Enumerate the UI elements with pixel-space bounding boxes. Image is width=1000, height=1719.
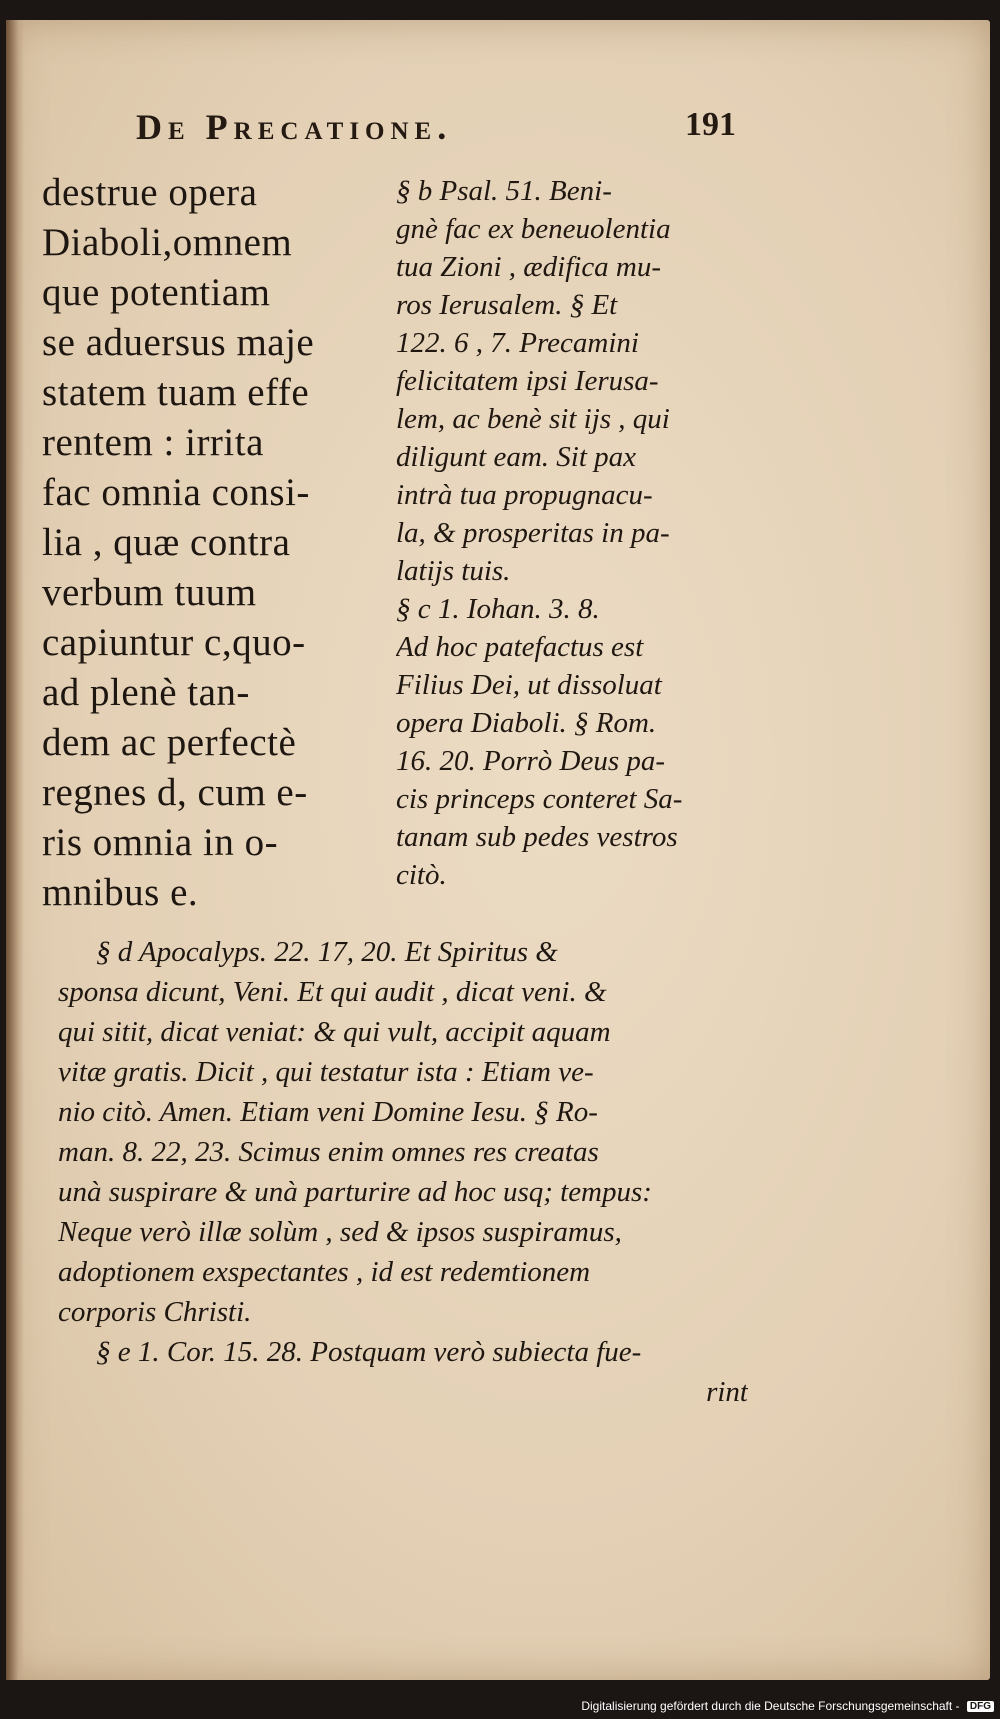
- footnote-line: unà suspirare & unà parturire ad hoc usq; tempus:: [58, 1176, 652, 1208]
- margin-note-line: tua Zioni , ædifica mu-: [396, 251, 662, 283]
- footnote-line: adoptionem exspectantes , id est redemtionem: [58, 1256, 591, 1288]
- main-text-line: se aduersus maje: [42, 321, 315, 364]
- main-text-line: lia , quæ contra: [42, 521, 291, 564]
- main-text-line: fac omnia consi-: [42, 471, 310, 514]
- margin-note-line: 122. 6 , 7. Precamini: [396, 327, 639, 359]
- margin-note-line: Ad hoc patefactus est: [396, 631, 644, 663]
- margin-note-line: citò.: [396, 859, 447, 891]
- main-text-line: destrue opera: [42, 171, 258, 214]
- main-text-line: verbum tuum: [42, 571, 257, 614]
- margin-note-line: cis princeps conteret Sa-: [396, 783, 683, 815]
- attribution-text: Digitalisierung gefördert durch die Deutsche Forschungsgemeinschaft -: [581, 1699, 960, 1713]
- marginal-notes-column: [396, 172, 741, 894]
- footnote-line: qui sitit, dicat veniat: & qui vult, accipit aquam: [58, 1016, 611, 1048]
- footnote-line: § d Apocalyps. 22. 17, 20. Et Spiritus &: [96, 936, 558, 968]
- footnote-line: vitæ gratis. Dicit , qui testatur ista : Etiam ve-: [58, 1056, 594, 1088]
- main-text-line: mnibus e.: [42, 871, 199, 914]
- margin-note-line: gnè fac ex beneuolentia: [396, 213, 671, 245]
- main-text-line: regnes d, cum e-: [42, 771, 308, 814]
- main-text-line: que potentiam: [42, 271, 271, 314]
- running-title: De Precatione.: [136, 107, 453, 147]
- margin-note-line: latijs tuis.: [396, 555, 511, 587]
- main-text-line: capiuntur c,quo-: [42, 621, 306, 664]
- footnote-line: sponsa dicunt, Veni. Et qui audit , dicat veni. &: [58, 976, 607, 1008]
- footnote-line: § e 1. Cor. 15. 28. Postquam verò subiecta fue-: [96, 1336, 642, 1368]
- footnote-line: corporis Christi.: [58, 1296, 252, 1328]
- margin-note-line: Filius Dei, ut dissoluat: [396, 669, 662, 701]
- margin-note-line: lem, ac benè sit ijs , qui: [396, 403, 670, 435]
- footnote-line: nio citò. Amen. Etiam veni Domine Iesu. § Ro-: [58, 1096, 598, 1128]
- catchword: rint: [706, 1376, 748, 1408]
- margin-note-line: tanam sub pedes vestros: [396, 821, 678, 853]
- margin-note-line: 16. 20. Porrò Deus pa-: [396, 745, 666, 777]
- digitization-attribution: [581, 1699, 994, 1713]
- margin-note-line: la, & prosperitas in pa-: [396, 517, 670, 549]
- book-spine-shadow: [6, 20, 24, 1680]
- margin-note-line: felicitatem ipsi Ierusa-: [396, 365, 659, 397]
- book-page: [6, 20, 990, 1680]
- main-text-line: Diaboli,omnem: [42, 221, 293, 264]
- margin-note-line: § c 1. Iohan. 3. 8.: [396, 593, 600, 625]
- margin-note-line: diligunt eam. Sit pax: [396, 441, 637, 473]
- main-text-line: ris omnia in o-: [42, 821, 279, 864]
- margin-note-line: ros Ierusalem. § Et: [396, 289, 618, 321]
- page-number: 191: [685, 106, 736, 143]
- margin-note-line: opera Diaboli. § Rom.: [396, 707, 657, 739]
- footnote-line: Neque verò illæ solùm , sed & ipsos suspiramus,: [58, 1216, 622, 1248]
- margin-note-line: § b Psal. 51. Beni-: [396, 175, 612, 207]
- main-text-line: dem ac perfectè: [42, 721, 297, 764]
- main-text-line: ad plenè tan-: [42, 671, 250, 714]
- footnotes-block: [58, 932, 748, 1412]
- dfg-logo-icon: DFG: [967, 1701, 994, 1712]
- margin-note-line: intrà tua propugnacu-: [396, 479, 653, 511]
- main-text-column: [42, 168, 377, 918]
- footnote-line: man. 8. 22, 23. Scimus enim omnes res creatas: [58, 1136, 599, 1168]
- running-header: [136, 106, 736, 166]
- main-text-line: statem tuam effe: [42, 371, 310, 414]
- main-text-line: rentem : irrita: [42, 421, 264, 464]
